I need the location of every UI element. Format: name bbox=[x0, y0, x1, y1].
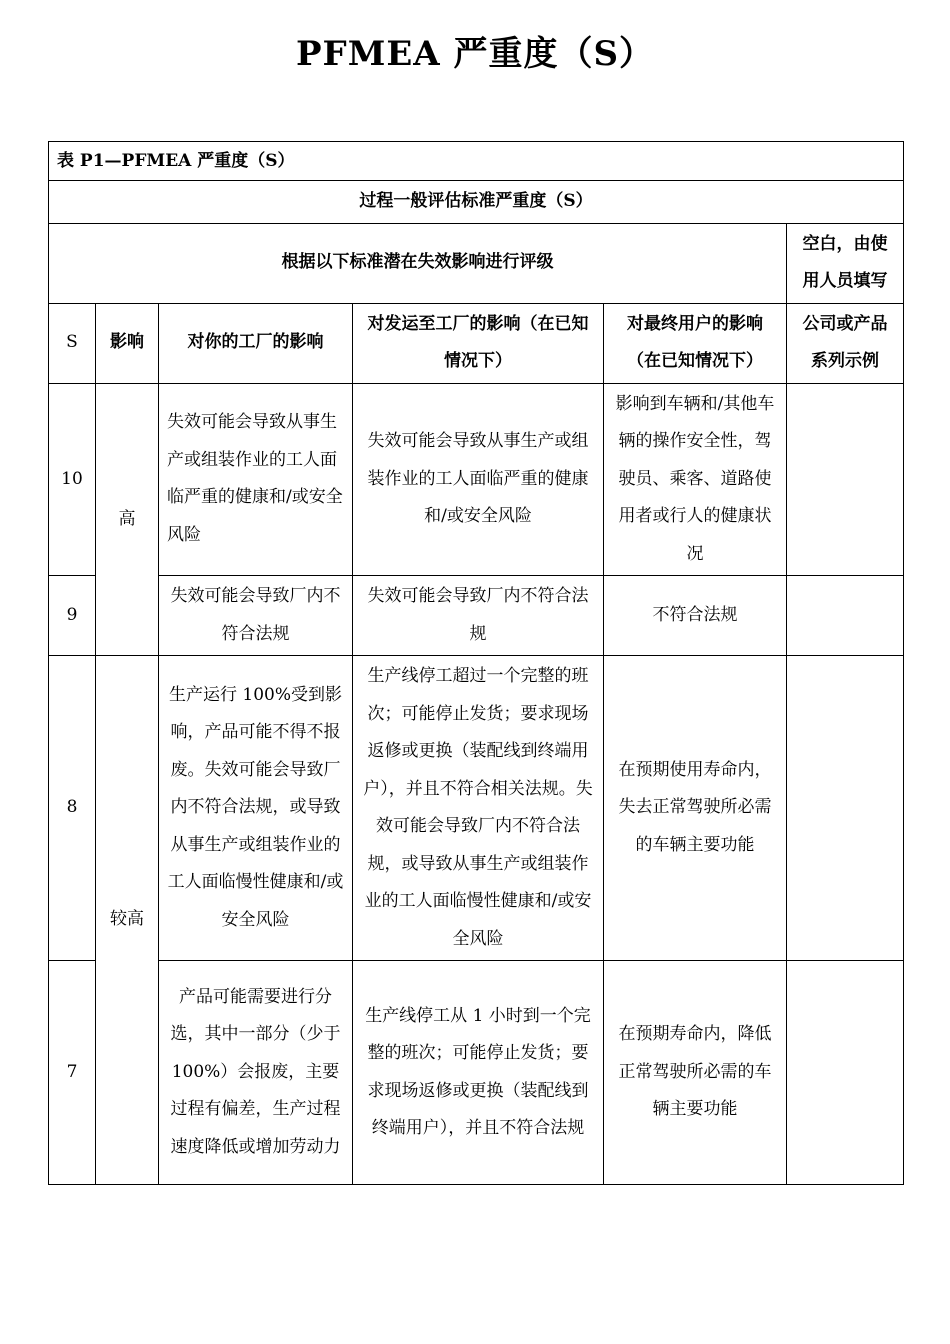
plant-effect: 失效可能会导致从事生产或组装作业的工人面临严重的健康和/或安全风险 bbox=[159, 383, 353, 576]
severity-value: 8 bbox=[49, 656, 96, 961]
table-subtitle: 过程一般评估标准严重度（S） bbox=[49, 181, 904, 224]
table-row bbox=[49, 656, 904, 961]
col-header-examples: 公司或产品系列示例 bbox=[787, 303, 904, 383]
table-row bbox=[49, 961, 904, 1185]
effect-level: 较高 bbox=[96, 656, 159, 1185]
example-cell bbox=[787, 383, 904, 576]
col-header-effect: 影响 bbox=[96, 303, 159, 383]
caption-row bbox=[49, 142, 904, 181]
example-cell bbox=[787, 961, 904, 1185]
severity-table bbox=[48, 141, 904, 1185]
plant-effect: 失效可能会导致厂内不符合法规 bbox=[159, 576, 353, 656]
rating-header-row bbox=[49, 223, 904, 303]
example-cell bbox=[787, 656, 904, 961]
col-header-end-user: 对最终用户的影响（在已知情况下） bbox=[604, 303, 787, 383]
subtitle-row bbox=[49, 181, 904, 224]
severity-value: 10 bbox=[49, 383, 96, 576]
rating-criteria-header: 根据以下标准潜在失效影响进行评级 bbox=[49, 223, 787, 303]
ship-to-effect: 失效可能会导致从事生产或组装作业的工人面临严重的健康和/或安全风险 bbox=[353, 383, 604, 576]
col-header-plant: 对你的工厂的影响 bbox=[159, 303, 353, 383]
end-user-effect: 在预期使用寿命内，失去正常驾驶所必需的车辆主要功能 bbox=[604, 656, 787, 961]
example-cell bbox=[787, 576, 904, 656]
severity-value: 7 bbox=[49, 961, 96, 1185]
table-row bbox=[49, 576, 904, 656]
table-caption: 表 P1—PFMEA 严重度（S） bbox=[49, 142, 904, 181]
plant-effect: 产品可能需要进行分选，其中一部分（少于 100%）会报废，主要过程有偏差，生产过程速度降低或增加劳动力 bbox=[159, 961, 353, 1185]
col-header-ship-to: 对发运至工厂的影响（在已知情况下） bbox=[353, 303, 604, 383]
effect-level: 高 bbox=[96, 383, 159, 656]
end-user-effect: 影响到车辆和/其他车辆的操作安全性，驾驶员、乘客、道路使用者或行人的健康状况 bbox=[604, 383, 787, 576]
column-header-row bbox=[49, 303, 904, 383]
end-user-effect: 在预期寿命内，降低正常驾驶所必需的车辆主要功能 bbox=[604, 961, 787, 1185]
severity-value: 9 bbox=[49, 576, 96, 656]
end-user-effect: 不符合法规 bbox=[604, 576, 787, 656]
ship-to-effect: 生产线停工从 1 小时到一个完整的班次；可能停止发货；要求现场返修或更换（装配线到终端用户），并且不符合法规 bbox=[353, 961, 604, 1185]
document-title: PFMEA 严重度（S） bbox=[295, 34, 655, 74]
ship-to-effect: 失效可能会导致厂内不符合法规 bbox=[353, 576, 604, 656]
table-row bbox=[49, 383, 904, 576]
blank-fill-header: 空白，由使用人员填写 bbox=[787, 223, 904, 303]
col-header-s: S bbox=[49, 303, 96, 383]
plant-effect: 生产运行 100%受到影响，产品可能不得不报废。失效可能会导致厂内不符合法规，或导致从事生产或组装作业的工人面临慢性健康和/或安全风险 bbox=[159, 656, 353, 961]
ship-to-effect: 生产线停工超过一个完整的班次；可能停止发货；要求现场返修或更换（装配线到终端用户），并且不符合相关法规。失效可能会导致厂内不符合法规，或导致从事生产或组装作业的工人面临慢性健康和/或安全风险 bbox=[353, 656, 604, 961]
